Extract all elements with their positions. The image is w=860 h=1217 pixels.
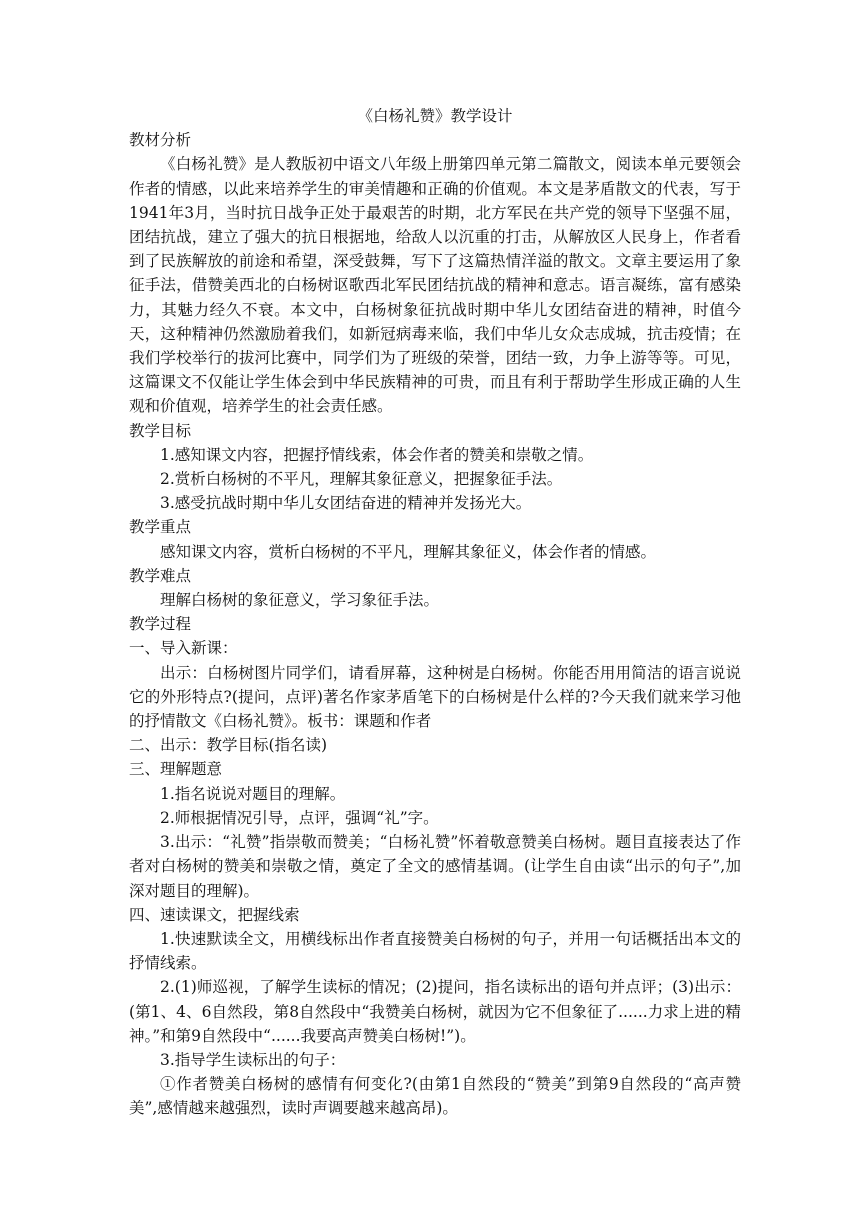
step3-item-3: 3.出示：“礼赞”指崇敬而赞美；“白杨礼赞”怀着敬意赞美白杨树。题目直接表达了作者对白杨树的赞美和崇敬之情，奠定了全文的感情基调。(让学生自由读“出示的句子”,加深对题目的理解)。 — [129, 833, 741, 900]
step4-heading: 四、速读课文，把握线索 — [129, 905, 300, 924]
step1-heading: 一、导入新课： — [129, 639, 238, 658]
heading-goals: 教学目标 — [129, 421, 192, 440]
step4-item-1: 1.快速默读全文，用横线标出作者直接赞美白杨树的句子，并用一句话概括出本文的抒情线索。 — [129, 929, 741, 973]
step3-item-1: 1.指名说说对题目的理解。 — [160, 784, 346, 803]
step1-paragraph: 出示：白杨树图片同学们，请看屏幕，这种树是白杨树。你能否用用简洁的语言说说它的外形特点?(提问，点评)著名作家茅盾笔下的白杨树是什么样的?今天我们就来学习他的抒情散文《白杨礼赞》。板书：课题和作者 — [129, 663, 741, 731]
step3-item-2: 2.师根据情况引导，点评，强调“礼”字。 — [160, 808, 439, 827]
key-points-text: 感知课文内容，赏析白杨树的不平凡，理解其象征义，体会作者的情感。 — [160, 542, 657, 561]
difficulty-text: 理解白杨树的象征意义，学习象征手法。 — [160, 591, 440, 610]
document-title: 《白杨礼赞》教学设计 — [357, 107, 513, 125]
document-page — [129, 104, 741, 1121]
goal-item-3: 3.感受抗战时期中华儿女团结奋进的精神并发扬光大。 — [160, 494, 532, 513]
step4-item-2: 2.(1)师巡视，了解学生读标的情况；(2)提问，指名读标出的语句并点评；(3)出示：(第1、4、6自然段，第8自然段中“我赞美白杨树，就因为它不但象征了......力求上进的精神。”和第9自然段中“......我要高声赞美白杨树!”)。 — [129, 978, 741, 1045]
heading-process: 教学过程 — [129, 615, 192, 634]
heading-analysis: 教材分析 — [129, 131, 192, 150]
goal-item-2: 2.赏析白杨树的不平凡，理解其象征意义，把握象征手法。 — [160, 470, 563, 489]
heading-key-points: 教学重点 — [129, 518, 192, 537]
analysis-paragraph: 《白杨礼赞》是人教版初中语文八年级上册第四单元第二篇散文，阅读本单元要领会作者的情感，以此来培养学生的审美情趣和正确的价值观。本文是茅盾散文的代表，写于1941年3月，当时抗日战争正处于最艰苦的时期，北方军民在共产党的领导下坚强不屈，团结抗战，建立了强大的抗日根据地，给敌人以沉重的打击，从解放区人民身上，作者看到了民族解放的前途和希望，深受鼓舞，写下了这篇热情洋溢的散文。文章主要运用了象征手法，借赞美西北的白杨树讴歌西北军民团结抗战的精神和意志。语言凝练，富有感染力，其魅力经久不衰。本文中，白杨树象征抗战时期中华儿女团结奋进的精神，时值今天，这种精神仍然激励着我们，如新冠病毒来临，我们中华儿女众志成城，抗击疫情；在我们学校举行的拔河比赛中，同学们为了班级的荣誉，团结一致，力争上游等等。可见，这篇课文不仅能让学生体会到中华民族精神的可贵，而且有利于帮助学生形成正确的人生观和价值观，培养学生的社会责任感。 — [129, 155, 741, 416]
heading-difficulty: 教学难点 — [129, 566, 192, 585]
step4-item-3: 3.指导学生读标出的句子： — [160, 1050, 346, 1069]
goal-item-1: 1.感知课文内容，把握抒情线索，体会作者的赞美和崇敬之情。 — [160, 445, 594, 464]
step2-heading: 二、出示：教学目标(指名读) — [129, 736, 328, 755]
step3-heading: 三、理解题意 — [129, 760, 223, 779]
step4-item-4: ①作者赞美白杨树的感情有何变化?(由第1自然段的“赞美”到第9自然段的“高声赞美”,感情越来越强烈，读时声调要越来越高昂)。 — [129, 1075, 741, 1118]
